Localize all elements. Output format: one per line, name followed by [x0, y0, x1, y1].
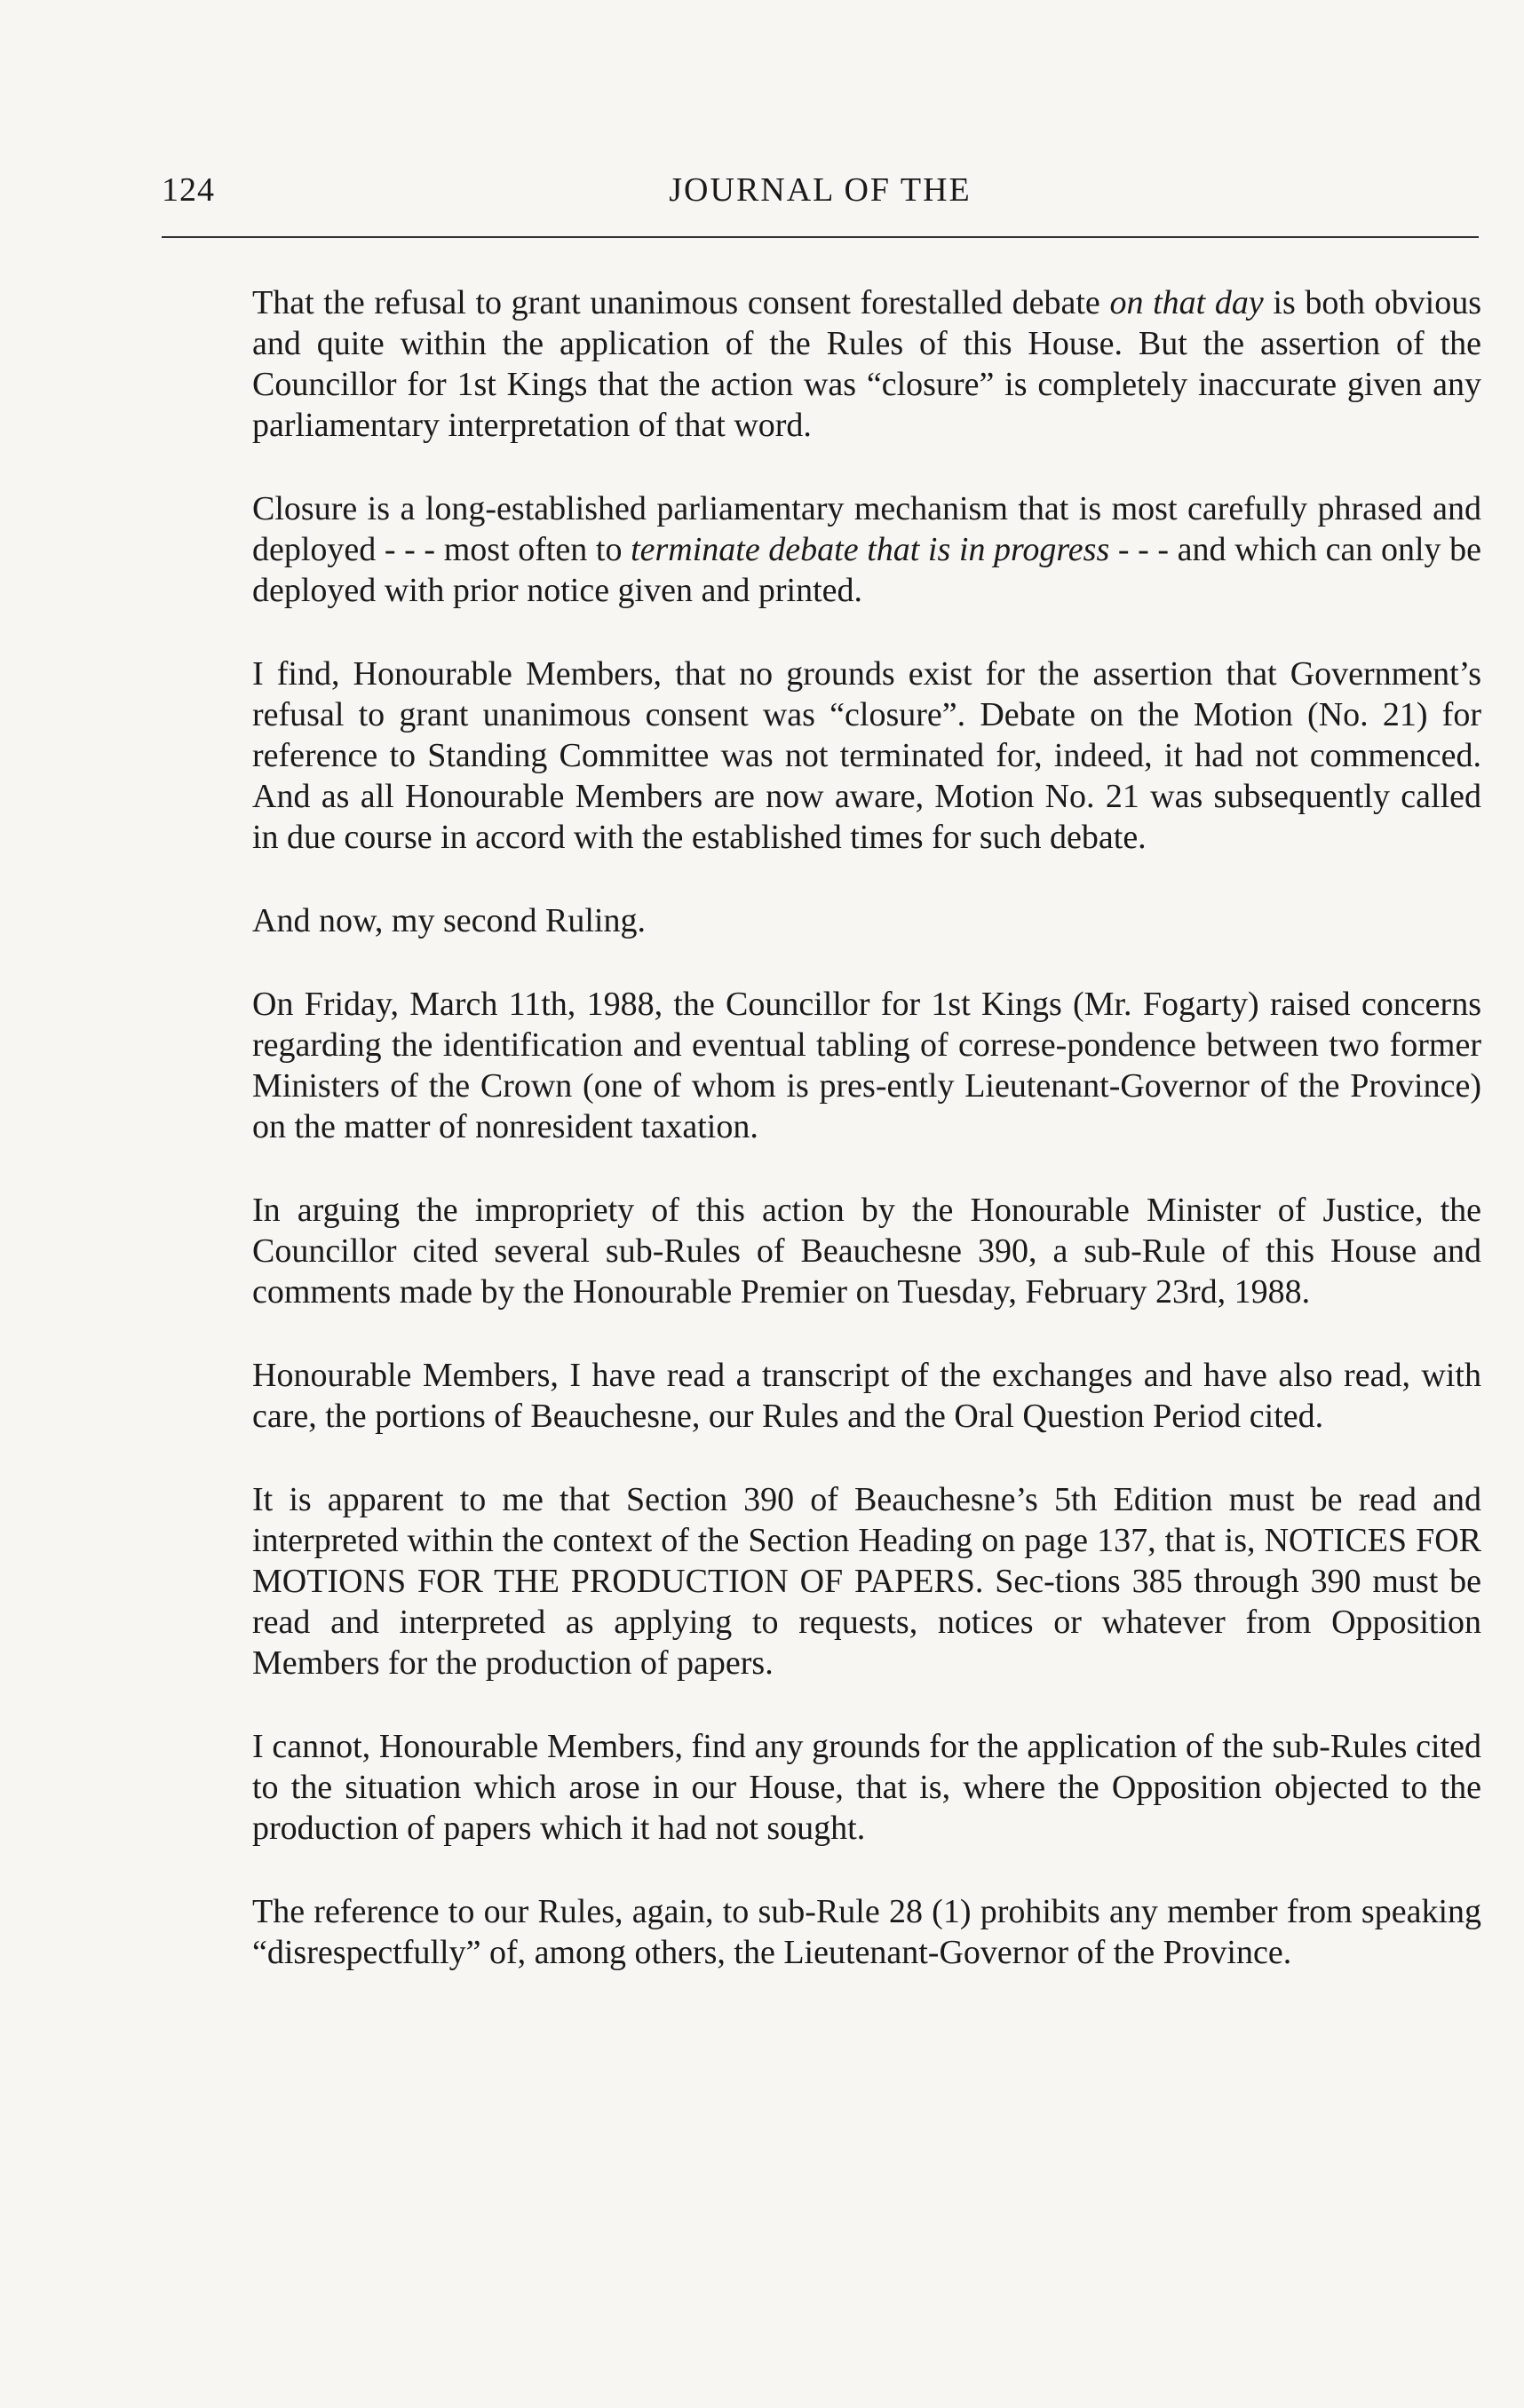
paragraph: On Friday, March 11th, 1988, the Councillor for 1st Kings (Mr. Fogarty) raised concerns regarding the identification and eventual tabling of correse-pondence between two former Ministers of the Crown (one of whom is pres-ently Lieutenant-Governor of the Province) on the matter of nonresident taxation. — [252, 986, 1481, 1145]
paragraph: Honourable Members, I have read a transcript of the exchanges and have also read, with care, the portions of Beauchesne, our Rules and the Oral Question Period cited. — [252, 1357, 1481, 1435]
header-rule — [162, 236, 1479, 238]
paragraph-text: Closure is a long-established parliamentary mechanism that is most carefully phrased and deployed - - - most often to — [252, 490, 1481, 568]
emphasis-text: terminate debate that is in progress — [631, 531, 1110, 568]
emphasis-text: on that day — [1109, 284, 1264, 321]
paragraph-text: - - - and which can only be deployed with prior notice given and printed. — [252, 531, 1481, 609]
paragraph — [252, 282, 1481, 446]
paragraph-text: That the refusal to grant unanimous consent forestalled debate — [252, 284, 1110, 321]
paragraph: I find, Honourable Members, that no grounds exist for the assertion that Government’s refusal to grant unanimous consent was “closure”. Debate on the Motion (No. 21) for reference to Standing Committee was not terminated for, indeed, it had not commenced. And as all Honourable Members are now aware, Motion No. 21 was subsequently called in due course in accord with the established times for such debate. — [252, 655, 1481, 856]
page-number: 124 — [162, 171, 215, 209]
page-header — [162, 170, 1479, 209]
paragraph: The reference to our Rules, again, to sub-Rule 28 (1) prohibits any member from speaking “disrespectfully” of, among others, the Lieutenant-Governor of the Province. — [252, 1893, 1481, 1971]
running-head: JOURNAL OF THE — [669, 171, 972, 209]
paragraph — [252, 488, 1481, 611]
paragraph: In arguing the impropriety of this action by the Honourable Minister of Justice, the Councillor cited several sub-Rules of Beauchesne 390, a sub-Rule of this House and comments made by the Honourable Premier on Tuesday, February 23rd, 1988. — [252, 1192, 1481, 1311]
paragraph-text: is both obvious and quite within the application of the Rules of this House. But the assertion of the Councillor for 1st Kings that the action was “closure” is completely inaccurate given any parliamentary interpretation of that word. — [252, 284, 1481, 444]
body-text — [252, 282, 1481, 2016]
paragraph: I cannot, Honourable Members, find any grounds for the application of the sub-Rules cited to the situation which arose in our House, that is, where the Opposition objected to the production of papers which it had not sought. — [252, 1728, 1481, 1847]
paragraph: And now, my second Ruling. — [252, 902, 646, 939]
paragraph: It is apparent to me that Section 390 of Beauchesne’s 5th Edition must be read and interpreted within the context of the Section Heading on page 137, that is, NOTICES FOR MOTIONS FOR THE PRODUCTION OF PAPERS. Sec-tions 385 through 390 must be read and interpreted as applying to requests, notices or whatever from Opposition Members for the production of papers. — [252, 1481, 1481, 1682]
